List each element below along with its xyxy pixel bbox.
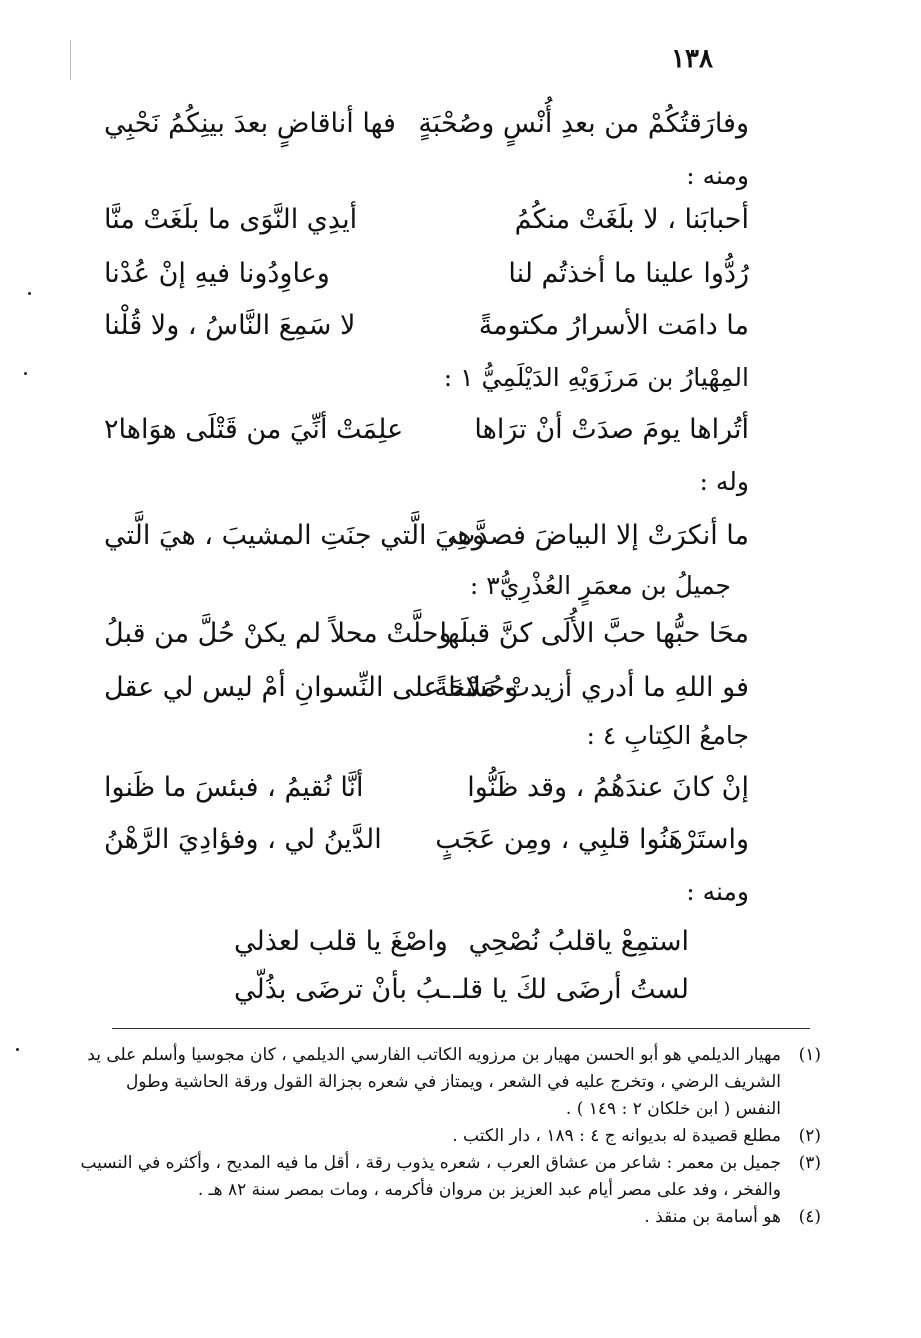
footnote: [78, 1204, 821, 1231]
second-hemistich: واصْغَ يا قلب لعذلي: [234, 926, 448, 957]
margin-dot: [28, 292, 31, 295]
second-hemistich: وهيَ الَّتي جنَتِ المشيبَ ، هيَ الَّتي: [104, 520, 485, 551]
footnote: [78, 1150, 821, 1204]
second-hemistich: وعاوِدُونا فيهِ إنْ عُدْنا: [104, 258, 330, 289]
verse-line: [104, 610, 749, 658]
footnote: [78, 1042, 821, 1123]
section-heading: المِهْيارُ بن مَرزَوَيْهِ الدَيْلَمِيُّ ١ :: [443, 363, 749, 392]
verse-line: [104, 196, 749, 244]
section-heading: وله :: [699, 467, 749, 496]
second-hemistich: لا سَمِعَ النَّاسُ ، ولا قُلْنا: [104, 310, 356, 341]
first-hemistich: محَا حبُّها حبَّ الأُلَى كنَّ قبلَها: [439, 618, 749, 649]
second-hemistich: علِمَتْ أنِّيَ من قَتْلَى هوَاها٢: [104, 414, 404, 445]
margin-dot: [16, 1048, 19, 1051]
verse-line: [104, 302, 749, 350]
first-hemistich: فو اللهِ ما أدري أزيدتْ مَلاحَةً: [434, 672, 749, 703]
second-hemistich: وحُسْنا على النِّسوانِ أمْ ليس لي عقل: [104, 672, 519, 703]
first-hemistich: وفارَقتُكُمْ من بعدِ أُنْسٍ وصُحْبَةٍ: [418, 108, 749, 139]
section-heading: ومنه :: [686, 161, 749, 190]
footnote-number: (١): [798, 1045, 821, 1065]
verse-line: [104, 250, 749, 298]
section-heading: ومنه :: [686, 877, 749, 906]
footnote-text: هو أسامة بن منقذ .: [644, 1207, 781, 1227]
first-hemistich: استمِعْ ياقلبُ نُصْحِي: [468, 926, 689, 957]
first-hemistich: لستُ أرضَى لكَ يا قلـ: [453, 974, 689, 1005]
second-hemistich: أيدِي النَّوَى ما بلَغَتْ منَّا: [104, 204, 358, 235]
verse-line: [104, 406, 749, 454]
verse-line: [104, 512, 749, 560]
section-heading: جميلُ بن معمَرٍ العُذْرِيُّ٣ :: [469, 571, 731, 600]
verse-line: [104, 966, 749, 1014]
second-hemistich: أنَّا نُقيمُ ، فبئسَ ما ظَنوا: [104, 772, 364, 803]
verse-line: [104, 764, 749, 812]
footnote-number: (٣): [798, 1153, 821, 1173]
first-hemistich: واستَرْهَنُوا قلبِي ، ومِن عَجَبٍ: [435, 824, 749, 855]
second-hemistich: الدَّينُ لي ، وفؤادِيَ الرَّهْنُ: [104, 824, 382, 855]
first-hemistich: أتُراها يومَ صدَتْ أنْ ترَاها: [474, 414, 749, 445]
page-edge-mark: [70, 40, 71, 80]
first-hemistich: ما دامَت الأسرارُ مكتومةً: [478, 310, 749, 341]
page-number: ١٣٨: [671, 44, 713, 74]
second-hemistich: وحلَّتْ محلاً لم يكنْ حُلَّ من قبلُ: [104, 618, 452, 649]
footnotes: [78, 1042, 821, 1231]
margin-dot: [24, 372, 27, 375]
footnote: [78, 1123, 821, 1150]
footnote-text: مطلع قصيدة له بديوانه ج ٤ : ١٨٩ ، دار الكتب .: [452, 1126, 781, 1146]
first-hemistich: رُدُّوا علينا ما أخذتُم لنا: [508, 258, 749, 289]
verse-line: [104, 664, 749, 712]
footnote-divider: [112, 1028, 810, 1029]
second-hemistich: ـبُ بأنْ ترضَى بذُلّي: [234, 974, 450, 1005]
first-hemistich: ما أنكرَتْ إلا البياضَ فصدَّتِ: [450, 520, 749, 551]
second-hemistich: فها أناقاضٍ بعدَ بينِكُمُ نَحْبِي: [104, 108, 396, 139]
verse-line: [104, 100, 749, 148]
section-heading: جامعُ الكِتابِ ٤ :: [586, 721, 749, 750]
verse-line: [104, 918, 749, 966]
first-hemistich: أحبابَنا ، لا بلَغَتْ منكُمُ: [514, 204, 749, 235]
first-hemistich: إنْ كانَ عندَهُمُ ، وقد ظَنُّوا: [467, 772, 749, 803]
footnote-text: جميل بن معمر : شاعر من عشاق العرب ، شعره يذوب رقة ، أقل ما فيه المديح ، وأكثره في النسيب والفخر ، وفد على مصر أيام عبد العزيز بن مروان فأكرمه ، ومات بمصر سنة ٨٢ هـ .: [80, 1153, 781, 1200]
footnote-text: مهيار الديلمي هو أبو الحسن مهيار بن مرزويه الكاتب الفارسي الديلمي ، كان مجوسيا وأسلم على يد الشريف الرضي ، وتخرج عليه في الشعر ، ويمتاز في شعره بجزالة القول ورقة الحاشية وطول النفس ( ابن خلكان ٢ : ١٤٩ ) .: [87, 1045, 781, 1119]
footnote-number: (٤): [798, 1207, 821, 1227]
verse-line: [104, 816, 749, 864]
footnote-number: (٢): [798, 1126, 821, 1146]
